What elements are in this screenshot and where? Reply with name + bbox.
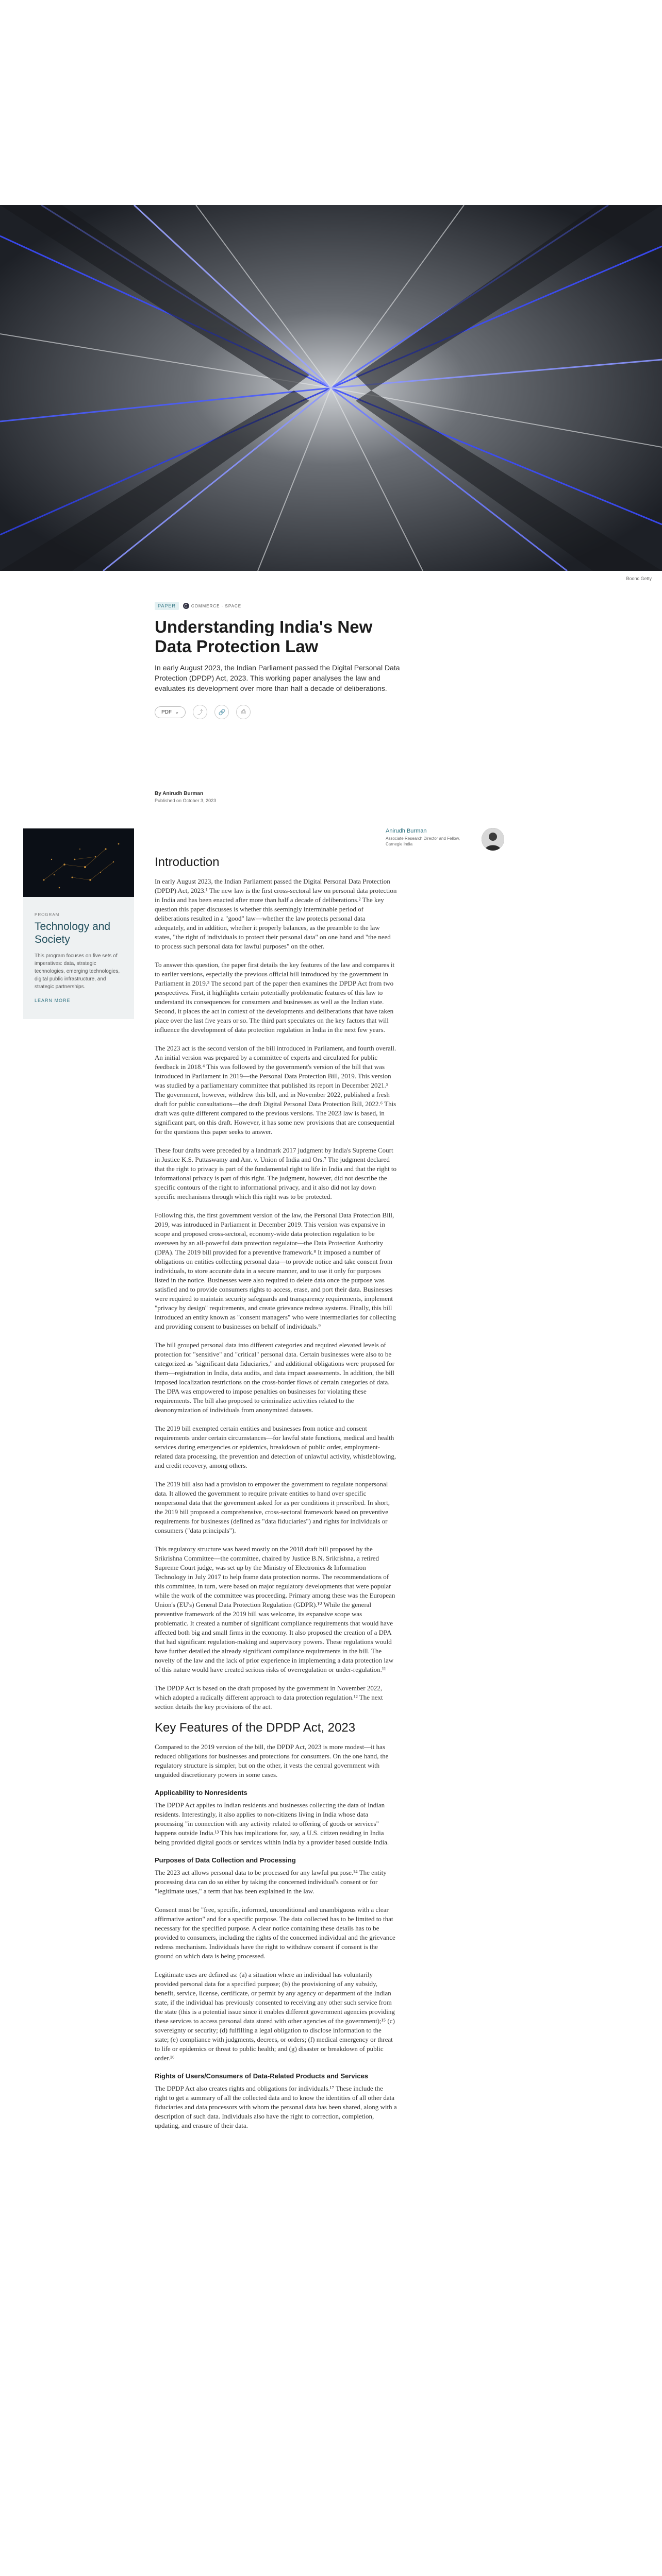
article-header: [155, 602, 402, 719]
paragraph: The DPDP Act is based on the draft proposed by the government in November 2022, which adopted a radically different approach to data protection regulation.¹² The next section details the key provisions of the act.: [155, 1684, 383, 1710]
author-card-text: [386, 828, 473, 847]
carnegie-logo-icon: C: [183, 603, 189, 609]
program-eyebrow: PROGRAM: [35, 912, 60, 917]
program-title[interactable]: Technology and Society: [35, 921, 111, 945]
heading-introduction: Introduction: [155, 855, 220, 869]
program-image: [23, 828, 134, 897]
pdf-label: PDF: [161, 709, 172, 715]
author-card-name[interactable]: Anirudh Burman: [386, 828, 427, 834]
paragraph: This regulatory structure was based mostly on the 2018 draft bill proposed by the Srikrishna Committee—the committee, chaired by Justice B.N. Srikrishna, a retired Supreme Court judge, was set up by the Ministry of Electronics & Information Technology in July 2017 to help frame data protection norms. The recommendations of this committee, in turn, were based on major regulatory developments that were popular while the work of the committee was proceeding. Primary among these was the European Union's (EU's) General Data Protection Regulation (GDPR).¹⁰ While the general preventive framework of the 2019 bill was welcome, its expansive scope was problematic. It created a number of significant compliance requirements that would have affected both big and small firms in the economy. It also proposed the creation of a DPA that had significant regulation-making and supervisory powers. These regulations would have further detailed the already significant compliance requirements in the bill. The novelty of the law and the lack of prior experience in implementing a data protection law of this nature would have created serious risks of overregulation or under-regulation.¹¹: [155, 1545, 395, 1673]
paragraph: The DPDP Act applies to Indian residents and businesses collecting the data of Indian residents. Interestingly, it also applies to non-citizens living in India whose data processing "in connection with any activity related to offering of goods or services" happens outside India.¹³ This has implications for, say, a U.S. citizen residing in India being provided digital goods or services within India by a provider based outside India.: [155, 1801, 389, 1846]
paragraph: These four drafts were preceded by a landmark 2017 judgment by India's Supreme Court in Justice K.S. Puttaswamy and Anr. v. Union of India and Ors.⁷ The judgment declared that the right to privacy is part of the fundamental right to life in India and that the right to informational privacy is part of this right. The judgment, however, did not describe the specific contours of the right to informational privacy, and it also did not lay down specific mechanisms through which this right was to be protected.: [155, 1146, 396, 1200]
paragraph: Legitimate uses are defined as: (a) a situation where an individual has voluntarily provided personal data for a specified purpose; (b) the provisioning of any subsidy, benefit, service, license, certificate, or permit by any agency or department of the Indian state, if the individual has previously consented to receiving any other such service from the state (this is a potential issue since it enables different government agencies providing these services to access personal data stored with other agencies of the government);¹⁵ (c) sovereignty or security; (d) fulfilling a legal obligation to disclose information to the state; (e) compliance with judgments, decrees, or orders; (f) medical emergency or threat to life or epidemics or threat to public health; and (g) disaster or breakdown of public order.¹⁶: [155, 1971, 395, 2062]
image-credit: Boonc Getty: [626, 576, 652, 581]
share-icon[interactable]: ⤴: [193, 705, 207, 719]
publish-date: Published on October 3, 2023: [155, 798, 217, 803]
paragraph: In early August 2023, the Indian Parliament passed the Digital Personal Data Protection (DPDP) Act, 2023.¹ The new law is the first cross-sectoral law on personal data protection in India and has been enacted after more than half a decade of deliberations.² The key question this paper discusses is whether this seemingly interminable period of deliberations resulted in a "good" law—whether the law protects personal data adequately, and in addition, whether it properly balances, as the preamble to the law states, "the right of individuals to protect their personal data" on one hand and "the need to process such personal data for lawful purposes" on the other.: [155, 877, 397, 950]
article-summary: In early August 2023, the Indian Parliament passed the Digital Personal Data Protection (DPDP) Act, 2023. This working paper analyses the law and evaluates its development over more than half a decade of deliberations.: [155, 664, 400, 692]
collection-label: COMMERCE · SPACE: [191, 603, 242, 608]
paragraph: The 2019 bill exempted certain entities and businesses from notice and consent requirements under certain circumstances—for lawful state functions, medical and health services during emergencies or epidemics, breakdown of public order, employment-related data processing, the prevention and detection of unlawful activity, whistleblowing, and credit recovery, among others.: [155, 1425, 396, 1469]
print-icon[interactable]: ⎙: [236, 705, 251, 719]
author-name[interactable]: By Anirudh Burman: [155, 791, 204, 796]
chevron-down-icon: ⌄: [175, 709, 179, 715]
program-sidebar: [23, 828, 134, 1019]
paragraph: The DPDP Act also creates rights and obligations for individuals.¹⁷ These include the right to get a summary of all the collected data and to know the identities of all other data fiduciaries and data processors with whom the personal data has been shared, along with a description of such data. Individuals also have the right to correction, completion, updating, and erasure of their data.: [155, 2084, 397, 2129]
article-body: [155, 855, 397, 2140]
tag-row: [155, 602, 402, 610]
heading-key-features: Key Features of the DPDP Act, 2023: [155, 1721, 356, 1735]
paragraph: Compared to the 2019 version of the bill, the DPDP Act, 2023 is more modest—it has reduced obligations for businesses and protections for consumers. On the one hand, the regulatory structure is simpler, but on the other, it vests the central government with unguided discretionary powers in some cases.: [155, 1743, 389, 1778]
hero-image: [0, 205, 662, 571]
collection-tag[interactable]: [183, 603, 241, 609]
avatar[interactable]: [482, 828, 504, 851]
hero-section: [0, 0, 662, 592]
subheading-nonresidents: Applicability to Nonresidents: [155, 1789, 247, 1797]
program-description: This program focuses on five sets of imperatives: data, strategic technologies, emerging technologies, digital public infrastructure, and strategic partnerships.: [35, 953, 120, 990]
paragraph: The 2019 bill also had a provision to empower the government to regulate nonpersonal data. It allowed the government to require private entities to hand over specific nonpersonal data that the government asked for as per conditions it prescribed. In short, the 2019 bill proposed a comprehensive, cross-sectoral framework based on preventive requirements for businesses (defined as "data fiduciaries") and rights for individuals or consumers ("data principals").: [155, 1480, 390, 1534]
link-icon[interactable]: 🔗: [214, 705, 229, 719]
action-bar: [155, 705, 402, 719]
paragraph: To answer this question, the paper first details the key features of the law and compares it to earlier versions, especially the previous official bill introduced by the government in Parliament in 2019.³ The second part of the paper then examines the DPDP Act from two perspectives. First, it highlights certain potentially problematic features of this law to understand its consequences for consumers and businesses as well as the Indian state. Second, it places the act in context of the developments and deliberations that have taken place over the last five years or so. The third part speculates on the key factors that will influence the development of data protection regulation in India in the next few years.: [155, 961, 395, 1033]
subheading-purposes: Purposes of Data Collection and Processing: [155, 1856, 296, 1864]
paragraph: Consent must be "free, specific, informed, unconditional and unambiguous with a clear affirmative action" and for a specific purpose. The data collected has to be limited to that necessary for the specified purpose. A clear notice containing these details has to be provided to consumers, including the rights of the concerned individual and the grievance redress mechanism. Individuals have the right to withdraw consent if consent is the ground on which data is being processed.: [155, 1906, 395, 1960]
pdf-download-button[interactable]: [155, 706, 186, 718]
byline: [155, 791, 216, 803]
paragraph: The 2023 act is the second version of the bill introduced in Parliament, and fourth overall. An initial version was prepared by a committee of experts and circulated for public feedback in 2018.⁴ This was followed by the government's version of the bill that was introduced in Parliament in 2019—the Personal Data Protection Bill, 2019. This version was studied by a parliamentary committee that published its report in December 2021.⁵ The government, however, withdrew this bill, and in November 2022, published a fresh draft for public consultations—the draft Digital Personal Data Protection Bill, 2022.⁶ This draft was quite different compared to the previous versions. The 2023 law is based, in significant part, on this draft. However, it has some new provisions that are consequential for the questions this paper seeks to answer.: [155, 1044, 396, 1136]
learn-more-link[interactable]: LEARN MORE: [35, 998, 71, 1003]
page-title: Understanding India's New Data Protection Law: [155, 617, 373, 656]
program-body: [23, 897, 134, 1003]
paragraph: Following this, the first government version of the law, the Personal Data Protection Bill, 2019, was introduced in Parliament in December 2019. This version was expansive in scope and proposed cross-sectoral, economy-wide data protection regulation to be overseen by an all-powerful data protection regulator—the Data Protection Authority (DPA). The 2019 bill provided for a preventive framework.⁸ It imposed a number of obligations on entities collecting personal data—to provide notice and take consent from individuals, to store accurate data in a secure manner, and to use it only for purposes listed in the notice. Businesses were also required to delete data once the purpose was satisfied and to provide consumers rights to access, erase, and port their data. Businesses were required to maintain security safeguards and transparency requirements, implement "privacy by design" requirements, and create grievance redress systems. Finally, this bill introduced an entity known as "consent managers" who were intermediaries for collecting and providing consent to businesses on behalf of individuals.⁹: [155, 1211, 396, 1330]
content-type-tag[interactable]: PAPER: [155, 602, 179, 610]
author-card[interactable]: [386, 828, 504, 851]
paragraph: The 2023 act allows personal data to be processed for any lawful purpose.¹⁴ The entity processing data can do so either by taking the concerned individual's consent or for "legitimate uses," a term that has been explained in the law.: [155, 1869, 387, 1895]
author-card-role: Associate Research Director and Fellow, Carnegie India: [386, 836, 460, 846]
subheading-rights: Rights of Users/Consumers of Data-Related Products and Services: [155, 2072, 368, 2080]
paragraph: The bill grouped personal data into different categories and required elevated levels of protection for "sensitive" and "critical" personal data. Certain businesses were also to be categorized as "significant data fiduciaries," and additional obligations were proposed for them—registration in India, data audits, and data impact assessments. In addition, the bill imposed localization restrictions on the cross-border flows of certain categories of data. The DPA was empowered to impose penalties on businesses for violating these requirements. The bill also proposed to criminalize activities related to the deanonymization of individuals from anonymized datasets.: [155, 1341, 395, 1414]
